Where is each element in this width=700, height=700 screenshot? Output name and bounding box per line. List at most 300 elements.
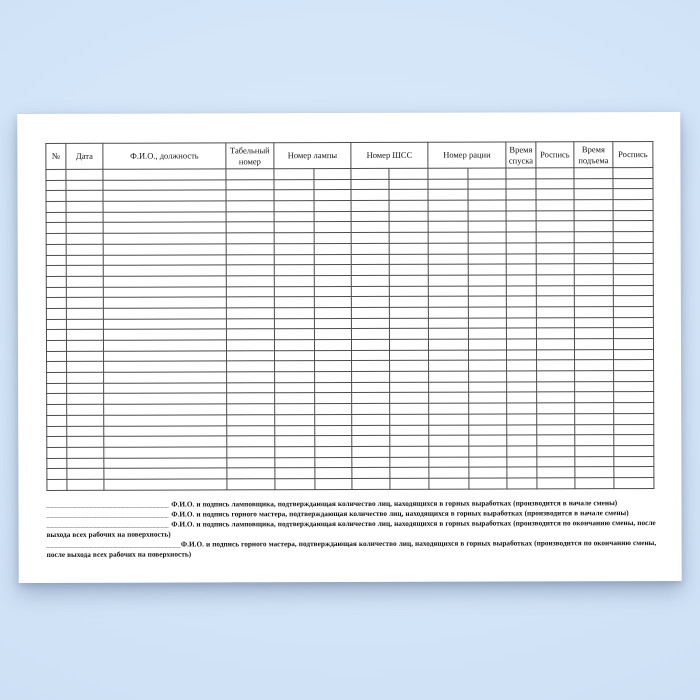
empty-cell bbox=[275, 350, 315, 361]
empty-cell bbox=[429, 361, 469, 372]
footnote-text: Ф.И.О. и подпись ламповщика, подтверждающая количество лиц, находящихся в горных выработках (производится в начале смены) bbox=[171, 498, 618, 509]
empty-cell bbox=[574, 275, 613, 286]
empty-cell bbox=[613, 178, 653, 189]
empty-cell bbox=[274, 211, 314, 222]
empty-cell bbox=[351, 211, 389, 222]
empty-cell bbox=[67, 351, 104, 362]
empty-cell bbox=[575, 371, 614, 382]
empty-cell bbox=[389, 339, 428, 350]
empty-cell bbox=[574, 339, 613, 350]
empty-cell bbox=[536, 264, 574, 275]
empty-cell bbox=[428, 318, 468, 329]
empty-cell bbox=[66, 244, 103, 255]
empty-cell bbox=[536, 285, 574, 296]
empty-cell bbox=[574, 178, 613, 189]
empty-cell bbox=[613, 168, 653, 179]
empty-cell bbox=[468, 221, 506, 232]
column-header-8: Роспись bbox=[536, 142, 574, 168]
empty-cell bbox=[315, 372, 352, 383]
empty-cell bbox=[314, 222, 351, 233]
empty-cell bbox=[352, 361, 390, 372]
empty-cell bbox=[575, 413, 614, 424]
empty-cell bbox=[275, 436, 315, 447]
empty-cell bbox=[314, 190, 351, 201]
empty-cell bbox=[389, 222, 428, 233]
empty-cell bbox=[47, 469, 67, 480]
empty-cell bbox=[274, 243, 314, 254]
empty-cell bbox=[275, 382, 315, 393]
column-header-5: Номер ШСС bbox=[351, 142, 428, 168]
empty-cell bbox=[227, 382, 275, 393]
empty-cell bbox=[226, 286, 274, 297]
empty-cell bbox=[469, 350, 507, 361]
empty-cell bbox=[575, 360, 614, 371]
empty-cell bbox=[537, 467, 575, 478]
empty-cell bbox=[507, 414, 537, 425]
empty-cell bbox=[575, 467, 614, 478]
signature-line: __________________________________ bbox=[46, 539, 181, 549]
footnote-3 bbox=[47, 538, 659, 560]
empty-cell bbox=[104, 383, 227, 394]
empty-cell bbox=[315, 414, 352, 425]
empty-cell bbox=[613, 296, 653, 307]
empty-cell bbox=[468, 339, 506, 350]
empty-cell bbox=[468, 254, 506, 265]
empty-cell bbox=[574, 200, 613, 211]
column-header-4: Номер лампы bbox=[274, 142, 351, 168]
empty-cell bbox=[537, 349, 575, 360]
empty-cell bbox=[66, 308, 103, 319]
empty-cell bbox=[428, 190, 468, 201]
empty-cell bbox=[46, 276, 66, 287]
empty-cell bbox=[390, 361, 429, 372]
empty-cell bbox=[352, 350, 390, 361]
empty-cell bbox=[389, 318, 428, 329]
empty-cell bbox=[227, 468, 275, 479]
empty-cell bbox=[613, 285, 653, 296]
empty-cell bbox=[575, 456, 614, 467]
empty-cell bbox=[469, 403, 507, 414]
empty-cell bbox=[468, 264, 506, 275]
empty-cell bbox=[507, 403, 537, 414]
empty-cell bbox=[103, 319, 226, 330]
empty-cell bbox=[507, 456, 537, 467]
empty-cell bbox=[314, 201, 351, 212]
empty-cell bbox=[352, 436, 390, 447]
empty-cell bbox=[574, 242, 613, 253]
footnote-2 bbox=[47, 518, 659, 540]
empty-cell bbox=[614, 467, 654, 478]
column-header-2: Ф.И.О., должность bbox=[103, 143, 226, 169]
empty-cell bbox=[46, 298, 66, 309]
empty-cell bbox=[314, 168, 351, 179]
empty-cell bbox=[67, 436, 104, 447]
empty-cell bbox=[275, 446, 315, 457]
empty-cell bbox=[274, 169, 314, 180]
empty-cell bbox=[507, 424, 537, 435]
empty-cell bbox=[47, 479, 67, 490]
empty-cell bbox=[614, 403, 654, 414]
empty-cell bbox=[389, 168, 428, 179]
empty-cell bbox=[574, 232, 613, 243]
empty-cell bbox=[469, 435, 507, 446]
empty-cell bbox=[429, 435, 469, 446]
empty-cell bbox=[226, 179, 274, 190]
empty-cell bbox=[104, 393, 227, 404]
empty-cell bbox=[275, 393, 315, 404]
empty-cell bbox=[507, 382, 537, 393]
empty-cell bbox=[507, 478, 537, 489]
footnote-text: Ф.И.О. и подпись горного мастера, подтверждающая количество лиц, находящихся в горных выработках (производится в начале смены) bbox=[171, 508, 629, 519]
empty-cell bbox=[66, 265, 103, 276]
empty-cell bbox=[104, 447, 227, 458]
empty-cell bbox=[274, 179, 314, 190]
empty-cell bbox=[389, 243, 428, 254]
empty-cell bbox=[613, 200, 653, 211]
empty-cell bbox=[314, 243, 351, 254]
empty-cell bbox=[468, 189, 506, 200]
empty-cell bbox=[506, 307, 536, 318]
empty-cell bbox=[428, 264, 468, 275]
empty-cell bbox=[575, 446, 614, 457]
empty-cell bbox=[537, 403, 575, 414]
empty-cell bbox=[275, 414, 315, 425]
empty-cell bbox=[314, 254, 351, 265]
empty-cell bbox=[66, 169, 103, 180]
empty-cell bbox=[506, 285, 536, 296]
empty-cell bbox=[103, 190, 226, 201]
empty-cell bbox=[536, 253, 574, 264]
empty-cell bbox=[314, 275, 351, 286]
empty-cell bbox=[351, 243, 389, 254]
empty-cell bbox=[315, 382, 352, 393]
empty-cell bbox=[506, 296, 536, 307]
empty-cell bbox=[46, 340, 66, 351]
empty-cell bbox=[66, 201, 103, 212]
column-header-0: № bbox=[46, 143, 66, 169]
empty-cell bbox=[506, 221, 536, 232]
empty-cell bbox=[104, 425, 227, 436]
empty-cell bbox=[468, 243, 506, 254]
empty-cell bbox=[314, 265, 351, 276]
empty-cell bbox=[227, 350, 275, 361]
empty-cell bbox=[429, 467, 469, 478]
empty-cell bbox=[574, 168, 613, 179]
empty-cell bbox=[352, 371, 390, 382]
empty-cell bbox=[226, 265, 274, 276]
empty-cell bbox=[46, 255, 66, 266]
empty-cell bbox=[47, 415, 67, 426]
empty-cell bbox=[47, 437, 67, 448]
empty-cell bbox=[315, 468, 352, 479]
empty-cell bbox=[351, 254, 389, 265]
empty-cell bbox=[274, 265, 314, 276]
empty-cell bbox=[506, 211, 536, 222]
empty-cell bbox=[352, 403, 390, 414]
column-header-1: Дата bbox=[66, 143, 103, 169]
empty-cell bbox=[46, 330, 66, 341]
empty-cell bbox=[506, 200, 536, 211]
empty-cell bbox=[66, 340, 103, 351]
empty-cell bbox=[66, 223, 103, 234]
empty-cell bbox=[46, 201, 66, 212]
empty-cell bbox=[468, 296, 506, 307]
empty-cell bbox=[537, 392, 575, 403]
empty-cell bbox=[226, 222, 274, 233]
empty-cell bbox=[315, 393, 352, 404]
empty-cell bbox=[275, 457, 315, 468]
empty-cell bbox=[352, 393, 390, 404]
empty-cell bbox=[351, 339, 389, 350]
empty-cell bbox=[275, 479, 315, 490]
empty-cell bbox=[314, 179, 351, 190]
empty-cell bbox=[506, 189, 536, 200]
empty-cell bbox=[428, 286, 468, 297]
empty-cell bbox=[66, 319, 103, 330]
empty-cell bbox=[351, 297, 389, 308]
empty-cell bbox=[507, 392, 537, 403]
empty-cell bbox=[315, 457, 352, 468]
empty-cell bbox=[104, 372, 227, 383]
empty-cell bbox=[274, 201, 314, 212]
empty-cell bbox=[103, 244, 226, 255]
empty-cell bbox=[66, 287, 103, 298]
footnotes-block bbox=[46, 498, 658, 559]
empty-cell bbox=[315, 350, 352, 361]
empty-cell bbox=[575, 478, 614, 489]
empty-cell bbox=[227, 415, 275, 426]
empty-cell bbox=[469, 382, 507, 393]
empty-cell bbox=[351, 265, 389, 276]
empty-cell bbox=[468, 232, 506, 243]
empty-cell bbox=[227, 393, 275, 404]
empty-cell bbox=[469, 360, 507, 371]
empty-cell bbox=[275, 372, 315, 383]
empty-cell bbox=[428, 328, 468, 339]
empty-cell bbox=[104, 415, 227, 426]
empty-cell bbox=[351, 222, 389, 233]
empty-cell bbox=[614, 435, 654, 446]
empty-cell bbox=[226, 276, 274, 287]
empty-cell bbox=[506, 253, 536, 264]
empty-cell bbox=[66, 191, 103, 202]
column-header-10: Роспись bbox=[613, 142, 653, 168]
empty-cell bbox=[428, 179, 468, 190]
empty-cell bbox=[351, 168, 389, 179]
empty-cell bbox=[351, 232, 389, 243]
empty-cell bbox=[351, 275, 389, 286]
empty-cell bbox=[352, 382, 390, 393]
empty-cell bbox=[575, 349, 614, 360]
signature-line: _______________________________ bbox=[46, 499, 172, 509]
empty-cell bbox=[536, 221, 574, 232]
empty-cell bbox=[352, 478, 390, 489]
empty-cell bbox=[226, 318, 274, 329]
paper-sheet bbox=[17, 112, 681, 583]
empty-cell bbox=[428, 211, 468, 222]
empty-cell bbox=[574, 221, 613, 232]
empty-cell bbox=[536, 275, 574, 286]
empty-cell bbox=[390, 478, 429, 489]
empty-cell bbox=[390, 403, 429, 414]
empty-cell bbox=[614, 392, 654, 403]
empty-cell bbox=[274, 286, 314, 297]
empty-cell bbox=[274, 254, 314, 265]
empty-cell bbox=[428, 222, 468, 233]
empty-cell bbox=[536, 243, 574, 254]
empty-cell bbox=[537, 478, 575, 489]
empty-cell bbox=[274, 340, 314, 351]
empty-cell bbox=[390, 457, 429, 468]
empty-cell bbox=[390, 435, 429, 446]
empty-cell bbox=[428, 296, 468, 307]
empty-cell bbox=[66, 212, 103, 223]
empty-cell bbox=[103, 286, 226, 297]
empty-cell bbox=[429, 393, 469, 404]
empty-cell bbox=[274, 190, 314, 201]
empty-cell bbox=[66, 276, 103, 287]
empty-cell bbox=[389, 232, 428, 243]
empty-cell bbox=[575, 403, 614, 414]
empty-cell bbox=[390, 371, 429, 382]
empty-cell bbox=[351, 200, 389, 211]
empty-cell bbox=[574, 328, 613, 339]
empty-cell bbox=[429, 478, 469, 489]
empty-cell bbox=[429, 371, 469, 382]
empty-cell bbox=[351, 307, 389, 318]
empty-cell bbox=[537, 424, 575, 435]
empty-cell bbox=[574, 317, 613, 328]
empty-cell bbox=[613, 189, 653, 200]
empty-cell bbox=[227, 447, 275, 458]
empty-cell bbox=[613, 264, 653, 275]
empty-cell bbox=[536, 211, 574, 222]
empty-cell bbox=[104, 361, 227, 372]
empty-cell bbox=[104, 457, 227, 468]
empty-cell bbox=[103, 169, 226, 180]
empty-cell bbox=[507, 371, 537, 382]
empty-cell bbox=[468, 328, 506, 339]
empty-cell bbox=[67, 362, 104, 373]
column-header-3: Табельный номер bbox=[226, 143, 274, 169]
empty-cell bbox=[613, 253, 653, 264]
empty-cell bbox=[536, 189, 574, 200]
empty-cell bbox=[226, 233, 274, 244]
empty-cell bbox=[66, 330, 103, 341]
shift-log-table bbox=[45, 141, 654, 491]
signature-line: _______________________________ bbox=[46, 519, 172, 529]
empty-cell bbox=[46, 223, 66, 234]
empty-cell bbox=[46, 266, 66, 277]
empty-cell bbox=[103, 254, 226, 265]
empty-cell bbox=[575, 381, 614, 392]
empty-cell bbox=[274, 233, 314, 244]
empty-cell bbox=[390, 350, 429, 361]
empty-cell bbox=[275, 404, 315, 415]
empty-cell bbox=[103, 297, 226, 308]
empty-cell bbox=[468, 211, 506, 222]
empty-cell bbox=[537, 446, 575, 457]
empty-cell bbox=[314, 211, 351, 222]
empty-cell bbox=[46, 212, 66, 223]
empty-cell bbox=[506, 275, 536, 286]
empty-cell bbox=[226, 297, 274, 308]
empty-cell bbox=[103, 340, 226, 351]
empty-cell bbox=[428, 232, 468, 243]
empty-cell bbox=[507, 435, 537, 446]
empty-cell bbox=[468, 179, 506, 190]
empty-cell bbox=[614, 371, 654, 382]
empty-cell bbox=[46, 287, 66, 298]
empty-cell bbox=[351, 286, 389, 297]
empty-cell bbox=[507, 360, 537, 371]
empty-cell bbox=[613, 317, 653, 328]
empty-cell bbox=[389, 275, 428, 286]
table-row bbox=[47, 477, 654, 490]
empty-cell bbox=[227, 361, 275, 372]
column-header-6: Номер рации bbox=[428, 142, 506, 168]
empty-cell bbox=[314, 339, 351, 350]
empty-cell bbox=[274, 329, 314, 340]
empty-cell bbox=[46, 308, 66, 319]
empty-cell bbox=[429, 382, 469, 393]
empty-cell bbox=[536, 232, 574, 243]
empty-cell bbox=[469, 392, 507, 403]
empty-cell bbox=[314, 307, 351, 318]
empty-cell bbox=[315, 436, 352, 447]
empty-cell bbox=[468, 307, 506, 318]
empty-cell bbox=[428, 243, 468, 254]
empty-cell bbox=[67, 426, 104, 437]
empty-cell bbox=[103, 276, 226, 287]
column-header-9: Время подъема bbox=[574, 142, 613, 168]
empty-cell bbox=[574, 296, 613, 307]
empty-cell bbox=[389, 297, 428, 308]
empty-cell bbox=[389, 254, 428, 265]
empty-cell bbox=[47, 405, 67, 416]
empty-cell bbox=[104, 351, 227, 362]
empty-cell bbox=[469, 414, 507, 425]
empty-cell bbox=[614, 360, 654, 371]
empty-cell bbox=[351, 179, 389, 190]
empty-cell bbox=[574, 210, 613, 221]
empty-cell bbox=[314, 297, 351, 308]
empty-cell bbox=[67, 415, 104, 426]
empty-cell bbox=[47, 362, 67, 373]
empty-cell bbox=[429, 446, 469, 457]
empty-cell bbox=[613, 339, 653, 350]
empty-cell bbox=[67, 404, 104, 415]
empty-cell bbox=[614, 381, 654, 392]
empty-cell bbox=[46, 191, 66, 202]
empty-cell bbox=[351, 190, 389, 201]
empty-cell bbox=[103, 201, 226, 212]
empty-cell bbox=[226, 169, 274, 180]
footnote-text: Ф.И.О. и подпись ламповщика, подтверждающая количество лиц, находящихся в горных выработках (производится по окончанию смены, после выхода всех рабочих на поверхность) bbox=[46, 517, 656, 539]
empty-cell bbox=[66, 233, 103, 244]
empty-cell bbox=[227, 425, 275, 436]
empty-cell bbox=[314, 286, 351, 297]
empty-cell bbox=[390, 393, 429, 404]
empty-cell bbox=[613, 274, 653, 285]
empty-cell bbox=[352, 446, 390, 457]
empty-cell bbox=[537, 435, 575, 446]
empty-cell bbox=[428, 254, 468, 265]
empty-cell bbox=[575, 435, 614, 446]
empty-cell bbox=[506, 179, 536, 190]
empty-cell bbox=[468, 275, 506, 286]
empty-cell bbox=[613, 306, 653, 317]
